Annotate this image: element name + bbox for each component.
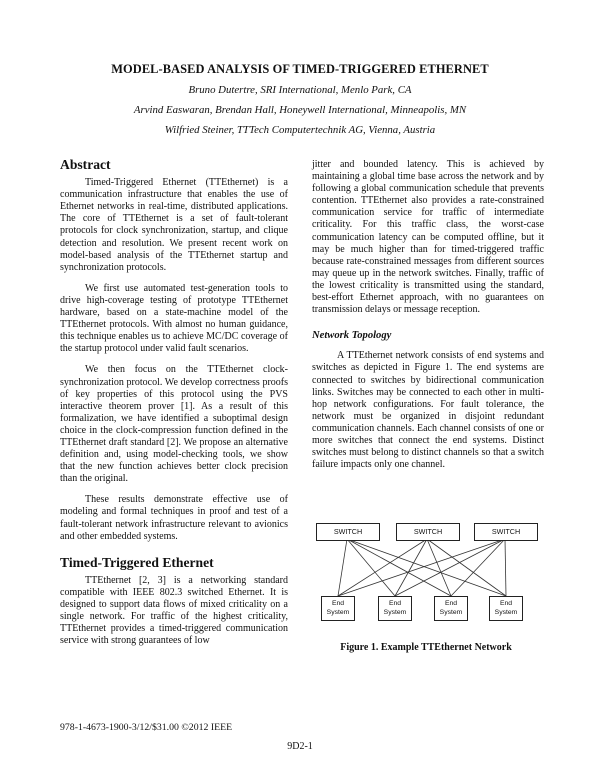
left-column bbox=[60, 159, 288, 656]
section-heading-tte: Timed-Triggered Ethernet bbox=[60, 554, 214, 570]
end-system-box-2 bbox=[378, 596, 412, 621]
end-system-label: End bbox=[499, 600, 513, 607]
paper-title: MODEL-BASED ANALYSIS OF TIMED-TRIGGERED ETHERNET bbox=[111, 62, 489, 76]
continued-paragraph: jitter and bounded latency. This is achieved by maintaining a global time base across the network and by following a global communication schedule that prevents contention. TTEthernet also provides a rate-constrained communication service for traffic of intermediate criticality. For this traffic class, the worst-case communication latency can be computed offline, but it may be much higher than for timed-triggered traffic because rate-constrained messages from different sources may queue up in the network switches. Finally, traffic of the lowest criticality is transmitted using the standard, best-effort Ethernet approach, with no guarantees on transmission delays or message reception. bbox=[312, 159, 544, 316]
end-system-label: System bbox=[439, 608, 463, 616]
switch-box-1: SWITCH bbox=[316, 523, 380, 541]
end-system-label: System bbox=[326, 608, 350, 616]
network-topology-heading: Network Topology bbox=[312, 330, 392, 342]
end-system-box-4 bbox=[489, 596, 523, 621]
author-line-2: Arvind Easwaran, Brendan Hall, Honeywell International, Minneapolis, MN bbox=[133, 104, 467, 116]
switch-box-2: SWITCH bbox=[396, 523, 460, 541]
switch-box-3: SWITCH bbox=[474, 523, 538, 541]
end-system-label: System bbox=[383, 608, 407, 616]
network-figure bbox=[316, 523, 542, 623]
network-topology-paragraph: A TTEthernet network consists of end systems and switches as depicted in Figure 1. The end systems are connected to switches by bidirectional communication links. Switches may be connected to each other in multi-hop network configurations. For fault tolerance, the network must be organized in disjoint redundant communication channels. Each channel consists of one or more switches that connect the end systems. Distinct switches must belong to distinct channels so that a switch failure impacts only one channel. bbox=[312, 350, 544, 471]
page-number: 9D2-1 bbox=[287, 741, 313, 752]
right-column bbox=[312, 159, 544, 480]
abstract-paragraph-2: We first use automated test-generation tools to drive high-coverage testing of prototype TTEthernet hardware, based on a state-machine model of the TTEthernet protocols. With almost no human guidance, this technique enables us to achieve MC/DC coverage of the startup protocol under valid fault scenarios. bbox=[60, 282, 288, 355]
end-system-label: End bbox=[444, 600, 458, 607]
figure-caption: Figure 1. Example TTEthernet Network bbox=[340, 642, 512, 653]
abstract-paragraph-3: We then focus on the TTEthernet clock-synchronization protocol. We develop correctness proofs of key properties of this protocol using the PVS interactive theorem prover [1]. As a result of this formalization, we have identified a suboptimal design choice in the clock-compression function defined in the TTEthernet draft standard [2]. We propose an alternative definition and, using model-checking tools, we show that the new function achieves better clock precision than the original. bbox=[60, 364, 288, 485]
end-system-box-1 bbox=[321, 596, 355, 621]
tte-paragraph-1: TTEthernet [2, 3] is a networking standard compatible with IEEE 802.3 switched Ethernet. It is designed to support data flows of mixed criticality on a single network. For traffic of the highest criticality, TTEthernet provides a timed-triggered communication service with strong guarantees of low bbox=[60, 574, 288, 647]
abstract-paragraph-4: These results demonstrate effective use of modeling and formal techniques in proof and test of a fault-tolerant network infrastructure relevant to avionics and other embedded systems. bbox=[60, 494, 288, 542]
abstract-paragraph-1: Timed-Triggered Ethernet (TTEthernet) is a communication infrastructure that enables the use of Ethernet networks in real-time, distributed applications. The core of TTEthernet is a set of fault-tolerant protocols for clock synchronization, startup, and clique detection and resolution. We present recent work on model-based analysis of the TTEthernet startup and synchronization protocols. bbox=[60, 177, 288, 273]
abstract-heading: Abstract bbox=[60, 157, 111, 172]
copyright-notice: 978-1-4673-1900-3/12/$31.00 ©2012 IEEE bbox=[60, 722, 233, 733]
author-line-1: Bruno Dutertre, SRI International, Menlo Park, CA bbox=[188, 84, 412, 96]
end-system-label: End bbox=[388, 600, 402, 607]
end-system-label: End bbox=[331, 600, 345, 607]
end-system-label: System bbox=[494, 608, 518, 616]
author-line-3: Wilfried Steiner, TTTech Computertechnik AG, Vienna, Austria bbox=[164, 124, 436, 136]
end-system-box-3 bbox=[434, 596, 468, 621]
